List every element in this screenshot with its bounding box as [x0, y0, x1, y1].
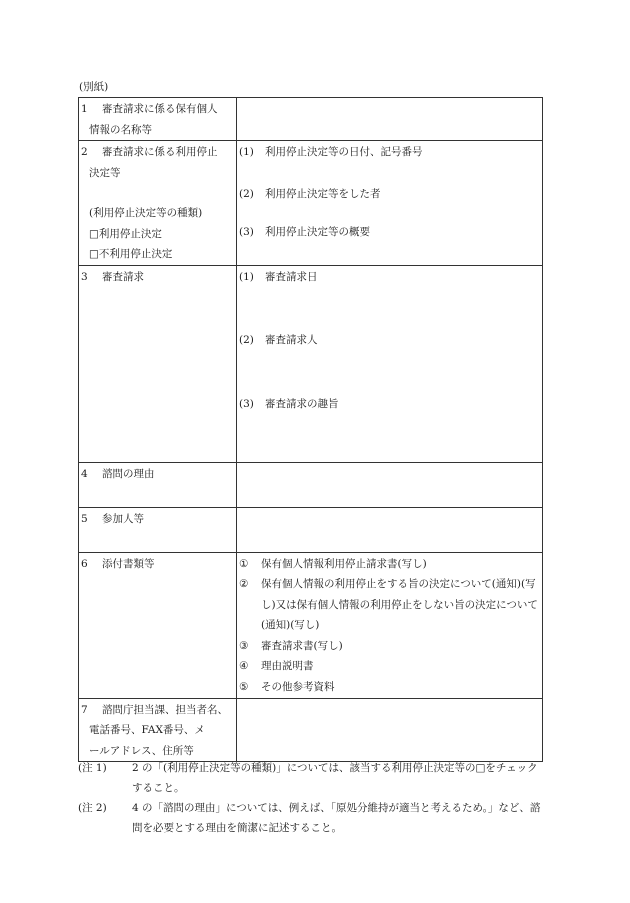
decision-type-heading: (利用停止決定等の種類) — [89, 207, 203, 219]
value-cell[interactable] — [237, 507, 543, 552]
sub-item: (1) 利用停止決定等の日付、記号番号 — [239, 146, 423, 158]
checkbox-suspension-decision[interactable]: □利用停止決定 — [89, 227, 162, 240]
sub-item: (1) 審査請求日 — [239, 270, 318, 283]
row-label: 諮問の理由 — [102, 467, 155, 480]
attachment-item: ⑤ その他参考資料 — [239, 680, 335, 693]
row-label: 諮問庁担当課、担当者名、 — [102, 703, 228, 716]
value-cell[interactable] — [237, 462, 543, 507]
row-label-continued: 情報の名称等 — [89, 123, 152, 136]
row-label-continued: 電話番号、FAX番号、メ — [89, 724, 205, 736]
attachment-item: ④ 理由説明書 — [239, 660, 314, 672]
notes — [78, 758, 548, 838]
row-number: 1 — [81, 103, 88, 115]
value-cell[interactable] — [237, 265, 543, 462]
row-number: 7 — [81, 703, 88, 716]
row-label: 審査請求 — [102, 270, 144, 283]
sub-item: (2) 審査請求人 — [239, 334, 318, 346]
sub-item: (2) 利用停止決定等をした者 — [239, 187, 381, 200]
table-row — [79, 698, 543, 762]
table-row — [79, 462, 543, 507]
page-label: (別紙) — [79, 81, 109, 93]
row-label: 添付書類等 — [102, 557, 155, 570]
row-label: 審査請求に係る利用停止 — [102, 146, 218, 158]
label-cell — [79, 265, 237, 462]
label-cell — [79, 552, 237, 698]
table-row — [79, 98, 543, 141]
row-label-continued: ールアドレス、住所等 — [89, 744, 194, 757]
row-number: 4 — [81, 467, 88, 480]
attachment-item: ② 保有個人情報の利用停止をする旨の決定について(通知)(写し)又は保有個人情報の利用停止をしない旨の決定について(通知)(写し) — [239, 578, 538, 631]
checkbox-non-suspension-decision[interactable]: □不利用停止決定 — [89, 248, 173, 260]
label-cell — [79, 698, 237, 762]
table-row — [79, 552, 543, 698]
note-1 — [78, 758, 548, 798]
table-row — [79, 265, 543, 462]
label-cell — [79, 98, 237, 141]
row-number: 5 — [81, 512, 88, 525]
table-row — [79, 507, 543, 552]
row-label-continued: 決定等 — [89, 166, 121, 179]
row-label: 参加人等 — [102, 512, 144, 525]
row-number: 6 — [81, 557, 88, 570]
note-2 — [78, 798, 548, 838]
attachment-item: ③ 審査請求書(写し) — [239, 639, 343, 652]
value-cell[interactable] — [237, 698, 543, 762]
row-number: 3 — [81, 270, 88, 283]
note-heading: (注 2) — [78, 802, 107, 814]
row-label: 審査請求に係る保有個人 — [102, 103, 218, 115]
note-text: 4 の「諮問の理由」については、例えば、「原処分維持が適当と考えるため。」など、諮問を必要とする理由を簡潔に記述すること。 — [132, 802, 541, 834]
value-cell[interactable] — [237, 141, 543, 266]
row-number: 2 — [81, 146, 88, 158]
referral-form-table — [78, 97, 543, 762]
sub-item: (3) 審査請求の趣旨 — [239, 397, 339, 410]
attachment-item: ① 保有個人情報利用停止請求書(写し) — [239, 557, 427, 570]
label-cell — [79, 141, 237, 266]
note-text: 2 の「(利用停止決定等の種類)」については、該当する利用停止決定等の□をチェックすること。 — [132, 762, 538, 794]
value-cell[interactable] — [237, 552, 543, 698]
label-cell — [79, 462, 237, 507]
note-heading: (注 1) — [78, 762, 107, 774]
label-cell — [79, 507, 237, 552]
table-row — [79, 141, 543, 266]
value-cell[interactable] — [237, 98, 543, 141]
sub-item: (3) 利用停止決定等の概要 — [239, 226, 370, 238]
